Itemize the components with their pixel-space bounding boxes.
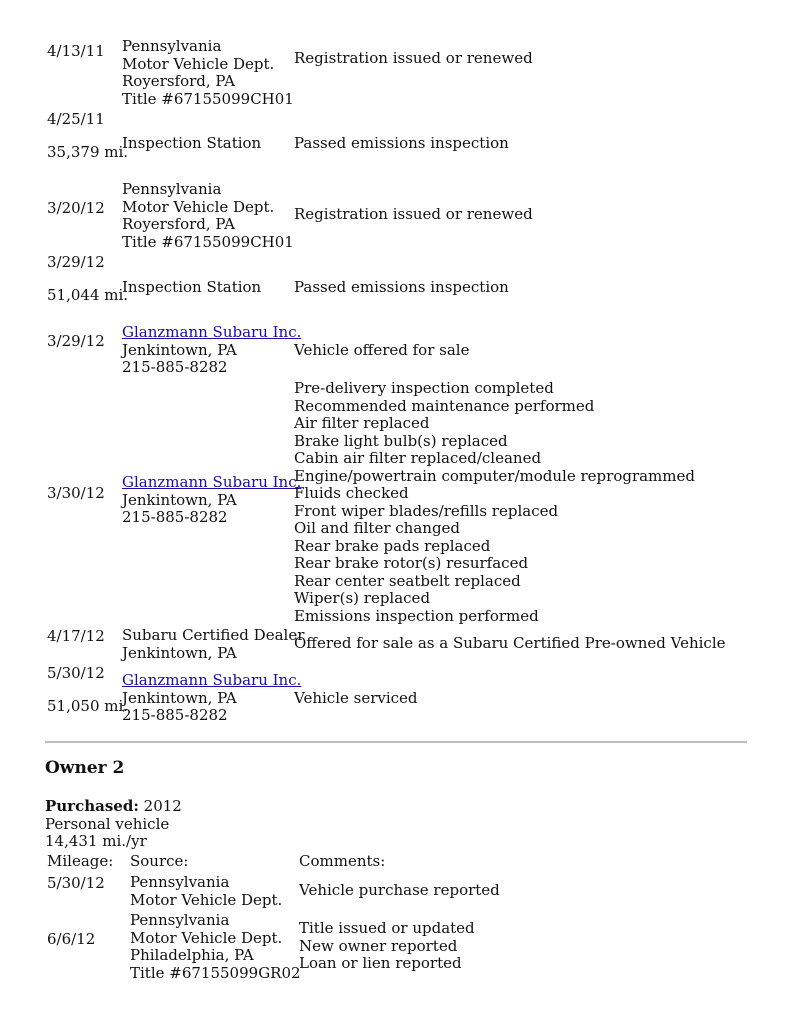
record-comments: Passed emissions inspection [294,278,509,296]
record-source: Pennsylvania Motor Vehicle Dept. Philadelphia, PA Title #67155099GR02 [130,911,301,982]
record-comments: Title issued or updated New owner reported Loan or lien reported [299,919,475,972]
record-date: 4/17/12 [47,627,105,645]
record-date: 6/6/12 [47,930,96,948]
record-comments: Vehicle serviced [294,689,418,707]
record-date: 3/20/12 [47,199,105,217]
record-comments: Offered for sale as a Subaru Certified Pre-owned Vehicle [294,634,726,652]
purchased-label: Purchased: [45,797,139,815]
header-mileage: Mileage: [47,852,114,870]
record-source: Glanzmann Subaru Inc. Jenkintown, PA 215-885-8282 [122,671,302,724]
purchased-line [45,798,182,816]
record-date: 3/29/12 [47,253,105,271]
record-date: 4/25/11 [47,110,105,128]
record-source: Glanzmann Subaru Inc. Jenkintown, PA 215-885-8282 [122,473,302,526]
record-comments: Vehicle offered for sale [294,341,470,359]
purchased-value: 2012 [143,797,182,815]
miles-per-year: 14,431 mi./yr [45,832,147,850]
record-source: Glanzmann Subaru Inc. Jenkintown, PA 215-885-8282 [122,323,302,376]
record-comments: Registration issued or renewed [294,49,533,67]
header-comments: Comments: [299,852,386,870]
record-source: Pennsylvania Motor Vehicle Dept. [130,873,283,909]
vehicle-type: Personal vehicle [45,814,170,833]
record-date: 4/13/11 [47,42,105,60]
record-mileage: 51,044 mi. [47,286,129,304]
owner-title: Owner 2 [45,758,125,778]
record-date: 3/30/12 [47,484,105,502]
owner-summary [45,798,182,851]
record-source: Pennsylvania Motor Vehicle Dept. Royersford, PA Title #67155099CH01 [122,180,294,251]
record-source: Inspection Station [122,278,262,296]
record-mileage: 35,379 mi. [47,143,129,161]
record-comments: Passed emissions inspection [294,134,509,152]
record-comments: Vehicle purchase reported [299,881,500,899]
record-source: Pennsylvania Motor Vehicle Dept. Royersford, PA Title #67155099CH01 [122,37,294,108]
record-source: Inspection Station [122,134,262,152]
record-source: Subaru Certified Dealer Jenkintown, PA [122,626,305,662]
record-date: 3/29/12 [47,332,105,350]
record-mileage: 51,050 mi. [47,697,129,715]
dealer-link[interactable]: Glanzmann Subaru Inc. [122,671,302,689]
record-comments: Registration issued or renewed [294,205,533,223]
record-date: 5/30/12 [47,874,105,892]
section-divider [45,741,747,743]
dealer-link[interactable]: Glanzmann Subaru Inc. [122,473,302,491]
header-source: Source: [130,852,189,870]
dealer-link[interactable]: Glanzmann Subaru Inc. [122,323,302,341]
record-date: 5/30/12 [47,664,105,682]
record-comments: Pre-delivery inspection completed Recommended maintenance performed Air filter replaced Brake light bulb(s) replaced Cabin air filter replaced/cleaned Engine/powertrain computer/module reprogrammed Fluids checked Front wiper blades/refills replaced Oil and filter changed Rear brake pads replaced Rear brake rotor(s) resurfaced Rear center seatbelt replaced Wiper(s) replaced Emissions inspection performed [294,379,695,625]
